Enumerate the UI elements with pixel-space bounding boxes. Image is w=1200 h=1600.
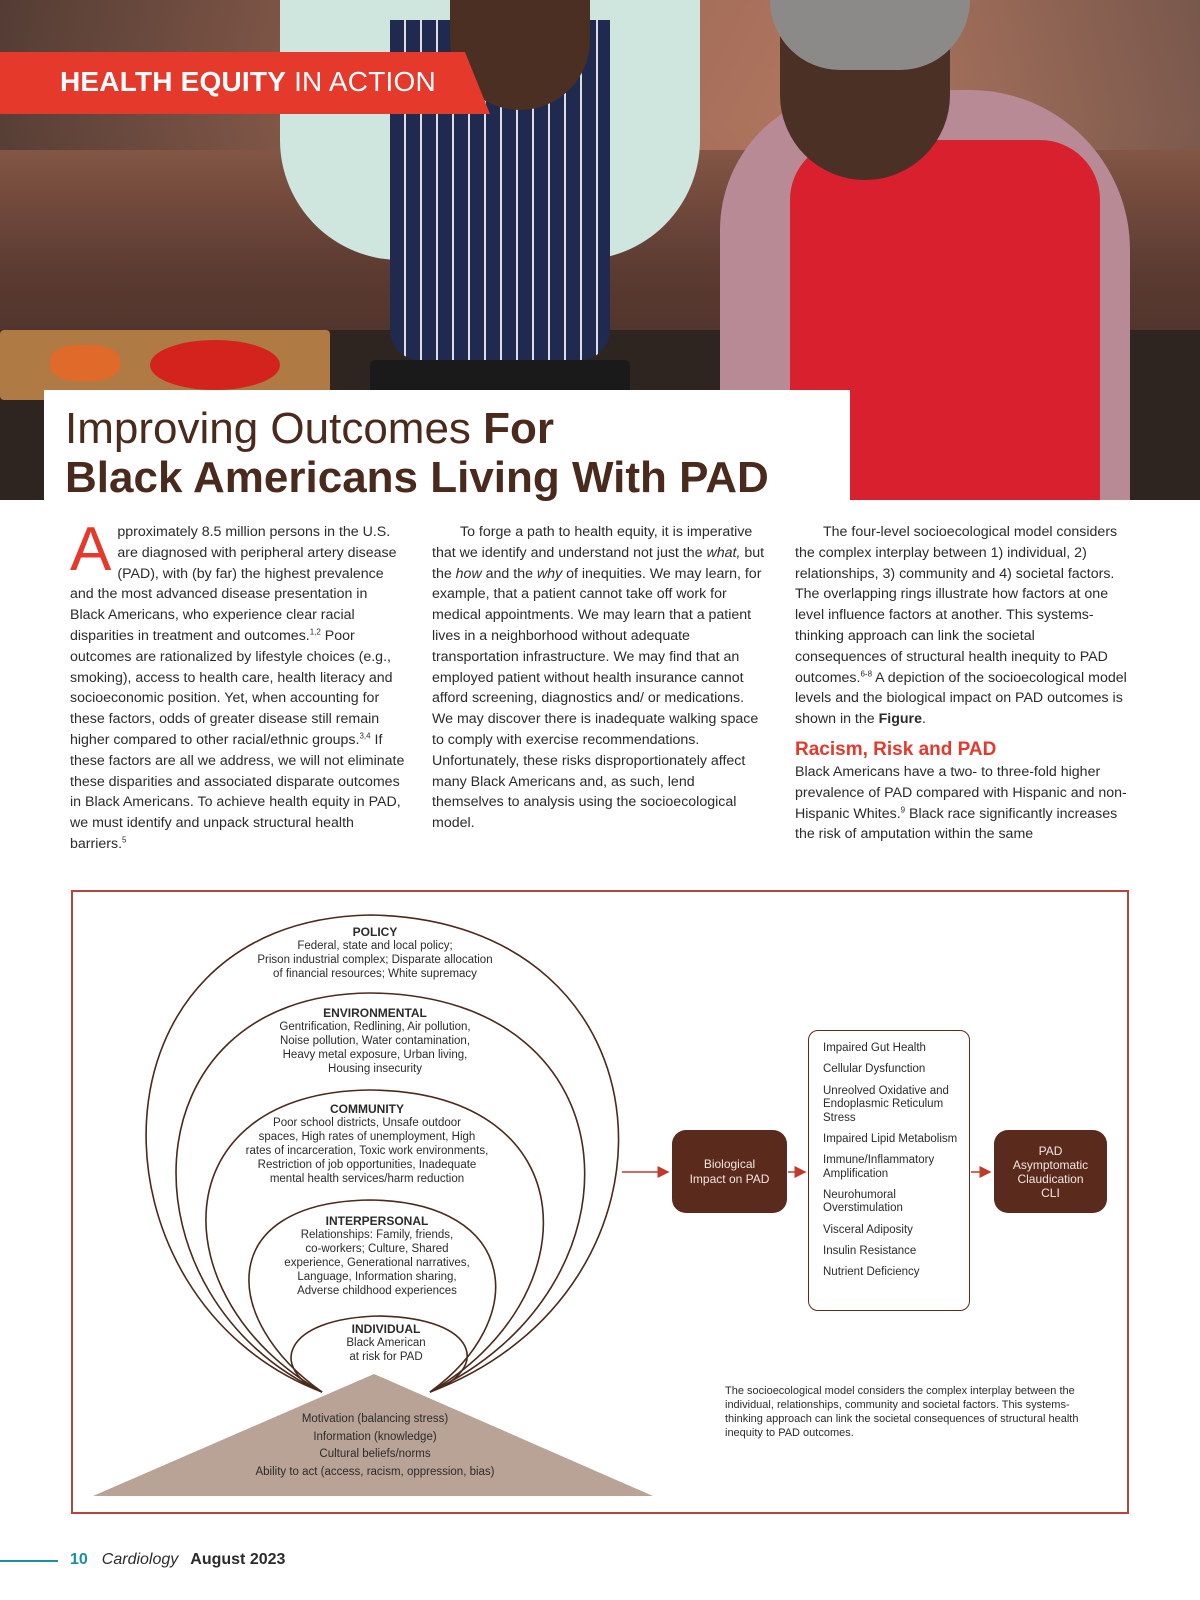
reference: 3,4	[359, 731, 371, 741]
biological-impact-box: Biological Impact on PAD	[672, 1130, 787, 1213]
list-item: Unreolved Oxidative and Endoplasmic Reticulum Stress	[823, 1084, 949, 1124]
article-title-line2: Black Americans Living With PAD	[65, 453, 769, 502]
paragraph: Black Americans have a two- to three-fold higher prevalence of PAD compared with Hispanic and non-Hispanic Whites.$^9$ Black race significantly increases the risk of amputation within the same	[795, 763, 1127, 843]
section-subheading: Racism, Risk and PAD	[795, 738, 997, 760]
label-interpersonal: INTERPERSONAL Relationships: Family, friends, co-workers; Culture, Shared experience, Generational narratives, Language, Information sharing, Adverse childhood experiences	[284, 1214, 470, 1297]
figure-caption: The socioecological model considers the complex interplay between the individual, relationships, community and societal factors. This systems-thinking approach can link the societal consequences of structural health inequity to PAD outcomes.	[725, 1385, 1079, 1439]
article-title-line1: Improving Outcomes For	[65, 404, 555, 453]
label-community: COMMUNITY Poor school districts, Unsafe outdoor spaces, High rates of unemployment, High rates of incarceration, Toxic work environments, Restriction of job opportunities, Inadequate mental health services/harm reduction	[245, 1102, 489, 1185]
paragraph-text: Poor outcomes are rationalized by lifestyle choices (e.g., smoking), access to health care, health literacy and socioeconomic position. Yet, when accounting for these factors, odds of greater disease still remain higher compared to other racial/ethnic groups.	[70, 627, 393, 748]
reference: 1,2	[309, 627, 321, 637]
issue-date: August 2023	[190, 1551, 286, 1568]
magazine-name: Cardiology	[101, 1551, 179, 1568]
list-item: Visceral Adiposity	[823, 1223, 913, 1236]
list-item: Nutrient Deficiency	[823, 1266, 920, 1279]
drop-cap: A	[70, 515, 112, 584]
label-individual: INDIVIDUAL Black American at risk for PAD	[346, 1322, 426, 1363]
triangle-text: Motivation (balancing stress) Information (knowledge) Cultural beliefs/norms Ability to act (access, racism, oppression, bias)	[255, 1413, 495, 1478]
impact-list	[808, 1030, 970, 1311]
reference: 5	[122, 835, 127, 845]
list-item: Insulin Resistance	[823, 1245, 917, 1258]
footer-rule	[0, 1560, 58, 1562]
paragraph: To forge a path to health equity, it is imperative that we identify and understand not just the what, but the how and the why of inequities. We may learn, for example, that a patient cannot take off work for medical appointments. We may learn that a patient lives in a neighborhood without adequate transportation infrastructure. We may find that an employed patient without health insurance cannot afford screening, diagnostics and/ or medications. We may discover there is inadequate walking space to comply with exercise recommendations. Unfortunately, these risks disproportionately affect many Black Americans and, as such, lend themselves to analysis using the socioecological model.	[432, 524, 765, 832]
list-item: Cellular Dysfunction	[823, 1063, 926, 1076]
list-item: Impaired Gut Health	[823, 1042, 926, 1054]
paragraph: The four-level socioecological model considers the complex interplay between 1) individual, 2) relationships, 3) community and 4) societal factors. The overlapping rings illustrate how factors at one level influence factors at another. This systems-thinking approach can link the societal consequences of structural health inequity to PAD outcomes.$^{6-8}$ A depiction of the socioecological model levels and the biological impact on PAD outcomes is shown in the Figure.	[795, 524, 1127, 728]
list-item: Immune/Inflammatory Amplification	[823, 1154, 935, 1180]
footer	[70, 1551, 285, 1569]
page-number: 10	[70, 1551, 88, 1568]
section-banner-text: HEALTH EQUITY IN ACTION	[60, 66, 436, 97]
paragraph-text: pproximately 8.5 million persons in the U.S. are diagnosed with peripheral artery disease (PAD), with (by far) the highest prevalence and the most advanced disease presentation in Black Americans, who experience clear racial disparities in treatment and outcomes.	[70, 524, 397, 644]
label-policy: POLICY Federal, state and local policy; Prison industrial complex; Disparate allocation of financial resources; White supremacy	[257, 925, 493, 980]
list-item: Neurohumoral Overstimulation	[823, 1188, 903, 1215]
pad-outcomes-box: PAD Asymptomatic Claudication CLI	[994, 1130, 1107, 1213]
list-item: Impaired Lipid Metabolism	[823, 1132, 958, 1145]
label-environmental: ENVIRONMENTAL Gentrification, Redlining, Air pollution, Noise pollution, Water contamination, Heavy metal exposure, Urban living, Housing insecurity	[279, 1006, 471, 1075]
paragraph-text: If these factors are all we address, we will not eliminate these disparities and associated disparate outcomes in Black Americans. To achieve health equity in PAD, we must identify and unpack structural health barriers.	[70, 731, 405, 852]
